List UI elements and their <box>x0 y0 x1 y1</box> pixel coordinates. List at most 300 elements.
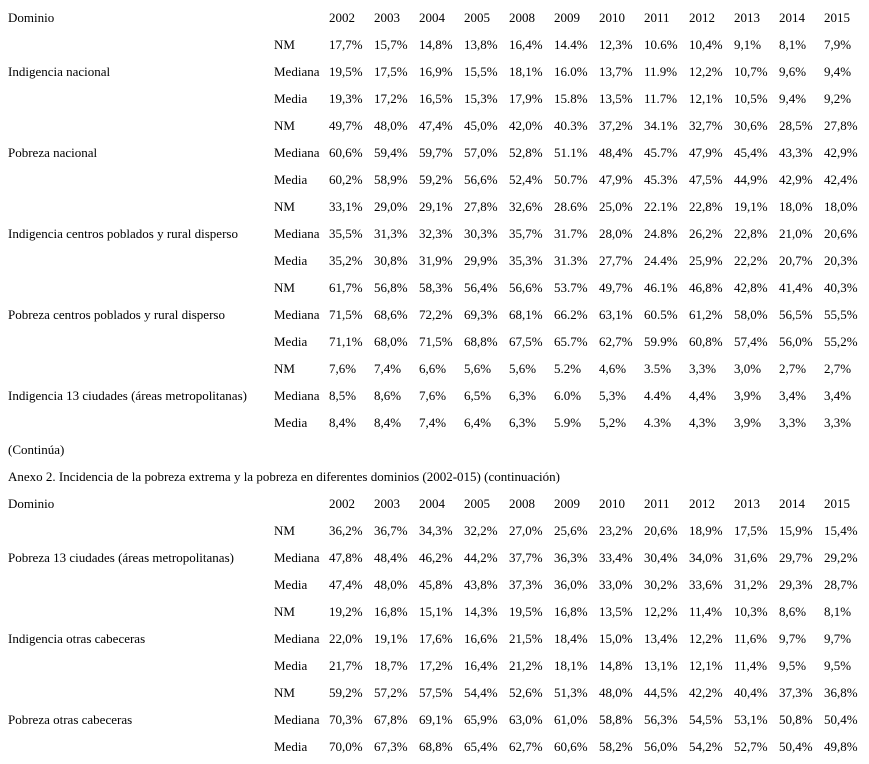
header-year: 2013 <box>734 10 760 25</box>
table-cell: 15,3% <box>464 91 498 106</box>
table-cell: 17,5% <box>374 64 408 79</box>
table-cell: 57,4% <box>734 334 768 349</box>
table-cell: 53,1% <box>734 712 768 727</box>
table-cell: 34.1% <box>644 118 678 133</box>
header-year: 2008 <box>509 496 535 511</box>
table-cell: 5,6% <box>464 361 492 376</box>
table-cell: 17,2% <box>374 91 408 106</box>
table-cell: 68,1% <box>509 307 543 322</box>
table-cell: 32,3% <box>419 226 453 241</box>
table-cell: 14,8% <box>599 658 633 673</box>
table-cell: 16.0% <box>554 64 588 79</box>
table-cell: 50,4% <box>779 739 813 754</box>
table-cell: 31.7% <box>554 226 588 241</box>
table-cell: 58,8% <box>599 712 633 727</box>
table-cell: 4.4% <box>644 388 672 403</box>
table-cell: 61,0% <box>554 712 588 727</box>
table-row <box>0 166 869 193</box>
row-metric: Media <box>274 334 308 349</box>
table-cell: 68,8% <box>464 334 498 349</box>
table-cell: 5,2% <box>599 415 627 430</box>
table-cell: 48,4% <box>599 145 633 160</box>
table-cell: 40.3% <box>554 118 588 133</box>
table-cell: 5,3% <box>599 388 627 403</box>
table-cell: 47,5% <box>689 172 723 187</box>
table-cell: 12,3% <box>599 37 633 52</box>
table-cell: 17,6% <box>419 631 453 646</box>
table-cell: 29,3% <box>779 577 813 592</box>
table-cell: 8,1% <box>779 37 807 52</box>
table-cell: 67,8% <box>374 712 408 727</box>
table-cell: 25,6% <box>554 523 588 538</box>
table-cell: 34,3% <box>419 523 453 538</box>
row-metric: Media <box>274 415 308 430</box>
table-cell: 16,8% <box>554 604 588 619</box>
table-cell: 54,4% <box>464 685 498 700</box>
row-metric: NM <box>274 199 295 214</box>
table-cell: 56,8% <box>374 280 408 295</box>
table-cell: 33,1% <box>329 199 363 214</box>
table-cell: 3,9% <box>734 415 762 430</box>
table-cell: 42,4% <box>824 172 858 187</box>
table-cell: 8,4% <box>374 415 402 430</box>
table-cell: 47,4% <box>329 577 363 592</box>
table-cell: 37,7% <box>509 550 543 565</box>
table-cell: 14.4% <box>554 37 588 52</box>
header-year: 2002 <box>329 496 355 511</box>
row-metric: Media <box>274 577 308 592</box>
row-metric: Media <box>274 658 308 673</box>
table-cell: 13,7% <box>599 64 633 79</box>
table-cell: 9,7% <box>779 631 807 646</box>
table-cell: 8,4% <box>329 415 357 430</box>
table-cell: 63,0% <box>509 712 543 727</box>
table-cell: 36,2% <box>329 523 363 538</box>
row-metric: Media <box>274 253 308 268</box>
header-year: 2003 <box>374 10 400 25</box>
table-cell: 60,8% <box>689 334 723 349</box>
table-cell: 36,0% <box>554 577 588 592</box>
table-cell: 52,8% <box>509 145 543 160</box>
table-cell: 7,6% <box>419 388 447 403</box>
table-cell: 49,8% <box>824 739 858 754</box>
table-cell: 45.7% <box>644 145 678 160</box>
table-row <box>0 733 869 760</box>
table-cell: 8,1% <box>824 604 852 619</box>
row-domain: Pobreza nacional <box>8 145 98 160</box>
header-year: 2003 <box>374 496 400 511</box>
table-cell: 11.7% <box>644 91 678 106</box>
row-metric: NM <box>274 280 295 295</box>
row-metric: Mediana <box>274 388 320 403</box>
table-cell: 65.7% <box>554 334 588 349</box>
table-cell: 13,4% <box>644 631 678 646</box>
table-cell: 50.7% <box>554 172 588 187</box>
table-cell: 52,6% <box>509 685 543 700</box>
table-cell: 14,8% <box>419 37 453 52</box>
table-cell: 59.9% <box>644 334 678 349</box>
table-cell: 68,6% <box>374 307 408 322</box>
table-cell: 28,5% <box>779 118 813 133</box>
continues-note: (Continúa) <box>8 442 65 457</box>
table-cell: 42,2% <box>689 685 723 700</box>
table-cell: 2,7% <box>779 361 807 376</box>
table-cell: 27,7% <box>599 253 633 268</box>
row-domain: Indigencia otras cabeceras <box>8 631 146 646</box>
table-cell: 7,4% <box>419 415 447 430</box>
table-cell: 31.3% <box>554 253 588 268</box>
table-cell: 36,3% <box>554 550 588 565</box>
table-cell: 33,6% <box>689 577 723 592</box>
table-cell: 11,6% <box>734 631 768 646</box>
table-cell: 44,5% <box>644 685 678 700</box>
table-cell: 9,5% <box>824 658 852 673</box>
row-metric: NM <box>274 37 295 52</box>
table-row <box>0 571 869 598</box>
table-cell: 60,6% <box>554 739 588 754</box>
table-cell: 48,4% <box>374 550 408 565</box>
header-year: 2004 <box>419 10 445 25</box>
table-cell: 59,4% <box>374 145 408 160</box>
table-cell: 19,5% <box>509 604 543 619</box>
table-cell: 13,8% <box>464 37 498 52</box>
table-cell: 13,5% <box>599 91 633 106</box>
table-cell: 13,1% <box>644 658 678 673</box>
table-cell: 15.8% <box>554 91 588 106</box>
table-cell: 3,9% <box>734 388 762 403</box>
table-cell: 9,5% <box>779 658 807 673</box>
table-cell: 55,2% <box>824 334 858 349</box>
table-cell: 4,4% <box>689 388 717 403</box>
table-cell: 45,4% <box>734 145 768 160</box>
table-cell: 7,4% <box>374 361 402 376</box>
table-row <box>0 220 869 247</box>
table-cell: 37,2% <box>599 118 633 133</box>
table-cell: 19,3% <box>329 91 363 106</box>
table-cell: 48,0% <box>374 118 408 133</box>
table-row <box>0 193 869 220</box>
table-cell: 3,3% <box>779 415 807 430</box>
table-cell: 9,6% <box>779 64 807 79</box>
table-cell: 35,5% <box>329 226 363 241</box>
header-year: 2014 <box>779 496 805 511</box>
table-cell: 30,2% <box>644 577 678 592</box>
row-metric: Media <box>274 91 308 106</box>
table-cell: 62,7% <box>599 334 633 349</box>
header-year: 2011 <box>644 496 670 511</box>
row-metric: Mediana <box>274 145 320 160</box>
table-cell: 67,3% <box>374 739 408 754</box>
table-cell: 48,0% <box>599 685 633 700</box>
table-cell: 28.6% <box>554 199 588 214</box>
table-cell: 31,3% <box>374 226 408 241</box>
header-year: 2015 <box>824 496 850 511</box>
table-cell: 3,4% <box>779 388 807 403</box>
header-domain: Dominio <box>8 496 55 511</box>
table-cell: 11.9% <box>644 64 678 79</box>
table-cell: 45.3% <box>644 172 678 187</box>
header-year: 2009 <box>554 496 580 511</box>
table-cell: 8,6% <box>779 604 807 619</box>
table-cell: 48,0% <box>374 577 408 592</box>
table-cell: 21,5% <box>509 631 543 646</box>
table-cell: 16,9% <box>419 64 453 79</box>
row-metric: NM <box>274 685 295 700</box>
header-year: 2011 <box>644 10 670 25</box>
table-row <box>0 652 869 679</box>
table-cell: 18,1% <box>509 64 543 79</box>
table-cell: 65,9% <box>464 712 498 727</box>
table-row <box>0 409 869 436</box>
table-cell: 35,7% <box>509 226 543 241</box>
table-cell: 30,4% <box>644 550 678 565</box>
row-metric: NM <box>274 523 295 538</box>
table-row <box>0 247 869 274</box>
table-row <box>0 625 869 652</box>
table-cell: 2,7% <box>824 361 852 376</box>
table-cell: 17,9% <box>509 91 543 106</box>
table-cell: 12,2% <box>644 604 678 619</box>
table-cell: 26,2% <box>689 226 723 241</box>
table-cell: 20,7% <box>779 253 813 268</box>
table-row <box>0 85 869 112</box>
table-row <box>0 598 869 625</box>
table-cell: 11,4% <box>734 658 768 673</box>
table-cell: 70,0% <box>329 739 363 754</box>
table-cell: 71,1% <box>329 334 363 349</box>
table-cell: 5.2% <box>554 361 582 376</box>
table-cell: 56,0% <box>644 739 678 754</box>
row-metric: Media <box>274 172 308 187</box>
table-cell: 22,8% <box>689 199 723 214</box>
table-cell: 72,2% <box>419 307 453 322</box>
header-year: 2002 <box>329 10 355 25</box>
table-cell: 45,0% <box>464 118 498 133</box>
header-year: 2005 <box>464 496 490 511</box>
table-cell: 22,2% <box>734 253 768 268</box>
table-cell: 44,9% <box>734 172 768 187</box>
header-year: 2010 <box>599 10 625 25</box>
table-cell: 33,4% <box>599 550 633 565</box>
table-cell: 60.5% <box>644 307 678 322</box>
table-cell: 51,3% <box>554 685 588 700</box>
table-cell: 12,2% <box>689 631 723 646</box>
table-cell: 19,5% <box>329 64 363 79</box>
table-cell: 68,8% <box>419 739 453 754</box>
table-cell: 46,2% <box>419 550 453 565</box>
table-cell: 68,0% <box>374 334 408 349</box>
header-year: 2010 <box>599 496 625 511</box>
table-cell: 17,7% <box>329 37 363 52</box>
table-cell: 18,0% <box>779 199 813 214</box>
table-cell: 57,5% <box>419 685 453 700</box>
table-cell: 33,0% <box>599 577 633 592</box>
table-cell: 69,3% <box>464 307 498 322</box>
table-cell: 57,2% <box>374 685 408 700</box>
table-cell: 56,6% <box>509 280 543 295</box>
row-domain: Indigencia nacional <box>8 64 111 79</box>
table-row <box>0 382 869 409</box>
table-cell: 40,3% <box>824 280 858 295</box>
table-cell: 29,0% <box>374 199 408 214</box>
table-cell: 15,5% <box>464 64 498 79</box>
table-cell: 7,9% <box>824 37 852 52</box>
header-year: 2012 <box>689 10 715 25</box>
table-cell: 65,4% <box>464 739 498 754</box>
table-cell: 3,3% <box>824 415 852 430</box>
table-cell: 59,2% <box>329 685 363 700</box>
table-cell: 25,0% <box>599 199 633 214</box>
table-cell: 60,6% <box>329 145 363 160</box>
table-cell: 49,7% <box>599 280 633 295</box>
table-cell: 52,7% <box>734 739 768 754</box>
table-cell: 67,5% <box>509 334 543 349</box>
table-cell: 53.7% <box>554 280 588 295</box>
table-cell: 56,0% <box>779 334 813 349</box>
table-cell: 54,5% <box>689 712 723 727</box>
table-row <box>0 112 869 139</box>
table-cell: 47,9% <box>599 172 633 187</box>
table-row <box>0 706 869 733</box>
table-cell: 29,9% <box>464 253 498 268</box>
table-cell: 32,7% <box>689 118 723 133</box>
table-cell: 42,9% <box>824 145 858 160</box>
table-cell: 24.4% <box>644 253 678 268</box>
table-cell: 21,7% <box>329 658 363 673</box>
row-metric: Media <box>274 739 308 754</box>
row-metric: Mediana <box>274 631 320 646</box>
table-cell: 12,1% <box>689 658 723 673</box>
table-cell: 18,1% <box>554 658 588 673</box>
table-cell: 20,6% <box>644 523 678 538</box>
table-cell: 18,4% <box>554 631 588 646</box>
table-cell: 16,6% <box>464 631 498 646</box>
table-cell: 29,7% <box>779 550 813 565</box>
table-cell: 47,9% <box>689 145 723 160</box>
table-cell: 28,7% <box>824 577 858 592</box>
table-cell: 61,7% <box>329 280 363 295</box>
table-cell: 11,4% <box>689 604 723 619</box>
table-cell: 18,9% <box>689 523 723 538</box>
table-row <box>0 355 869 382</box>
row-domain: Pobreza otras cabeceras <box>8 712 133 727</box>
table-cell: 29,2% <box>824 550 858 565</box>
table-cell: 19,1% <box>734 199 768 214</box>
row-domain: Indigencia 13 ciudades (áreas metropolitanas) <box>8 388 247 403</box>
table-cell: 3,3% <box>689 361 717 376</box>
table-row <box>0 544 869 571</box>
header-year: 2012 <box>689 496 715 511</box>
table-cell: 9,4% <box>779 91 807 106</box>
table-cell: 58,3% <box>419 280 453 295</box>
table-cell: 15,4% <box>824 523 858 538</box>
table-row <box>0 139 869 166</box>
row-metric: NM <box>274 604 295 619</box>
table-cell: 36,8% <box>824 685 858 700</box>
table-cell: 63,1% <box>599 307 633 322</box>
table-cell: 5,6% <box>509 361 537 376</box>
header-year: 2015 <box>824 10 850 25</box>
table-cell: 20,3% <box>824 253 858 268</box>
table-cell: 62,7% <box>509 739 543 754</box>
table-cell: 10,4% <box>689 37 723 52</box>
table-cell: 20,6% <box>824 226 858 241</box>
table-cell: 43,3% <box>779 145 813 160</box>
table-cell: 6,5% <box>464 388 492 403</box>
table-cell: 47,4% <box>419 118 453 133</box>
table-cell: 4.3% <box>644 415 672 430</box>
table-cell: 4,6% <box>599 361 627 376</box>
table-cell: 42,8% <box>734 280 768 295</box>
table-cell: 56,4% <box>464 280 498 295</box>
table-cell: 15,1% <box>419 604 453 619</box>
table-cell: 15,7% <box>374 37 408 52</box>
table-cell: 10,5% <box>734 91 768 106</box>
table-cell: 15,9% <box>779 523 813 538</box>
table-cell: 54,2% <box>689 739 723 754</box>
table-cell: 6,3% <box>509 388 537 403</box>
table-row <box>0 517 869 544</box>
table-cell: 4,3% <box>689 415 717 430</box>
table-cell: 70,3% <box>329 712 363 727</box>
table-row <box>0 31 869 58</box>
row-domain: Pobreza centros poblados y rural disperso <box>8 307 225 322</box>
table-cell: 46.1% <box>644 280 678 295</box>
table-cell: 35,2% <box>329 253 363 268</box>
table-cell: 12,1% <box>689 91 723 106</box>
table-cell: 50,8% <box>779 712 813 727</box>
table-cell: 60,2% <box>329 172 363 187</box>
table-cell: 18,7% <box>374 658 408 673</box>
table-cell: 36,7% <box>374 523 408 538</box>
table-cell: 57,0% <box>464 145 498 160</box>
table-cell: 56,5% <box>779 307 813 322</box>
table-cell: 8,6% <box>374 388 402 403</box>
header-year: 2004 <box>419 496 445 511</box>
table-cell: 9,4% <box>824 64 852 79</box>
table-cell: 19,1% <box>374 631 408 646</box>
table-cell: 3.5% <box>644 361 672 376</box>
table-cell: 6,6% <box>419 361 447 376</box>
table-cell: 16,4% <box>464 658 498 673</box>
table-cell: 21,0% <box>779 226 813 241</box>
table-cell: 42,9% <box>779 172 813 187</box>
table-cell: 22.1% <box>644 199 678 214</box>
table-cell: 50,4% <box>824 712 858 727</box>
table-header-row <box>0 490 869 517</box>
table-row <box>0 58 869 85</box>
row-domain: Pobreza 13 ciudades (áreas metropolitanas) <box>8 550 234 565</box>
table-row <box>0 679 869 706</box>
table-cell: 31,9% <box>419 253 453 268</box>
table-cell: 10,3% <box>734 604 768 619</box>
table-cell: 8,5% <box>329 388 357 403</box>
table-cell: 47,8% <box>329 550 363 565</box>
table-cell: 56,6% <box>464 172 498 187</box>
table-cell: 34,0% <box>689 550 723 565</box>
table-cell: 56,3% <box>644 712 678 727</box>
table-cell: 22,0% <box>329 631 363 646</box>
table-cell: 59,2% <box>419 172 453 187</box>
table-cell: 16,4% <box>509 37 543 52</box>
table-cell: 44,2% <box>464 550 498 565</box>
table-cell: 10,7% <box>734 64 768 79</box>
header-year: 2014 <box>779 10 805 25</box>
row-metric: Mediana <box>274 550 320 565</box>
table-cell: 12,2% <box>689 64 723 79</box>
table-cell: 37,3% <box>779 685 813 700</box>
table-cell: 17,5% <box>734 523 768 538</box>
